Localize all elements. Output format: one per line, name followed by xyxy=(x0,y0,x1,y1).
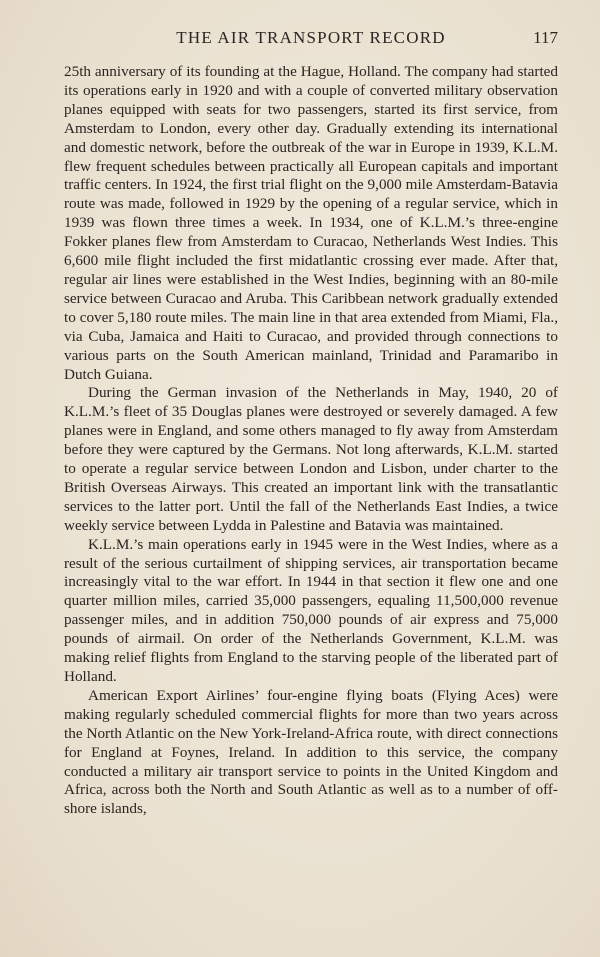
running-title: THE AIR TRANSPORT RECORD xyxy=(176,28,446,47)
running-head xyxy=(64,26,558,50)
page-number: 117 xyxy=(533,28,558,47)
body-text xyxy=(64,63,558,819)
paragraph-west-indies-operations: K.L.M.’s main operations early in 1945 were in the West Indies, where as a result of the serious curtailment of shipping services, air transportation became increasingly vital to the war effort. In 1944 in that section it flew one and one quarter million miles, carried 35,000 passengers, equaling 11,500,000 revenue passenger miles, and in addition 750,000 pounds of air express and 75,000 pounds of airmail. On order of the Netherlands Government, K.L.M. was making relief flights from England to the starving people of the liberated part of Holland. xyxy=(64,535,558,685)
paragraph-klm-history: 25th anniversary of its founding at the Hague, Holland. The company had started its operations early in 1920 and with a couple of converted military observation planes equipped with seats for two passengers, started its first service, from Amsterdam to London, every other day. Gradually extending its international and domestic network, before the outbreak of the war in Europe in 1939, K.L.M. flew frequent schedules between practically all European capitals and important traffic centers. In 1924, the first trial flight on the 9,000 mile Amsterdam-Batavia route was made, followed in 1929 by the opening of a regular service, which in 1939 was flown three times a week. In 1934, one of K.L.M.’s three-engine Fokker planes flew from Amsterdam to Curacao, Netherlands West Indies. This 6,600 mile flight included the first midatlantic crossing ever made. After that, regular air lines were established in the West Indies, beginning with an 80-mile service between Curacao and Aruba. This Caribbean network gradually extended to cover 5,180 route miles. The main line in that area extended from Miami, Fla., via Cuba, Jamaica and Haiti to Curacao, and provided through connections to various parts on the South American mainland, Trinidad and Paramaribo in Dutch Guiana. xyxy=(64,63,558,383)
paragraph-german-invasion: During the German invasion of the Netherlands in May, 1940, 20 of K.L.M.’s fleet of 35 Douglas planes were destroyed or severely damaged. A few planes were in England, and some others managed to fly away from Amsterdam before they were captured by the Germans. Not long afterwards, K.L.M. started to operate a regular service between London and Lisbon, under charter to the British Overseas Airways. This created an important link with the transatlantic services to the latter port. Until the fall of the Netherlands East Indies, a twice weekly service between Lydda in Palestine and Batavia was maintained. xyxy=(64,384,558,534)
paragraph-american-export-airlines: American Export Airlines’ four-engine flying boats (Flying Aces) were making regularly scheduled commercial flights for more than two years across the North Atlantic on the New York-Ireland-Africa route, with direct connections for England at Foynes, Ireland. In addition to this service, the company conducted a military air transport service to points in the United Kingdom and Africa, across both the North and South Atlantic as well as to a number of off-shore islands, xyxy=(64,686,558,818)
